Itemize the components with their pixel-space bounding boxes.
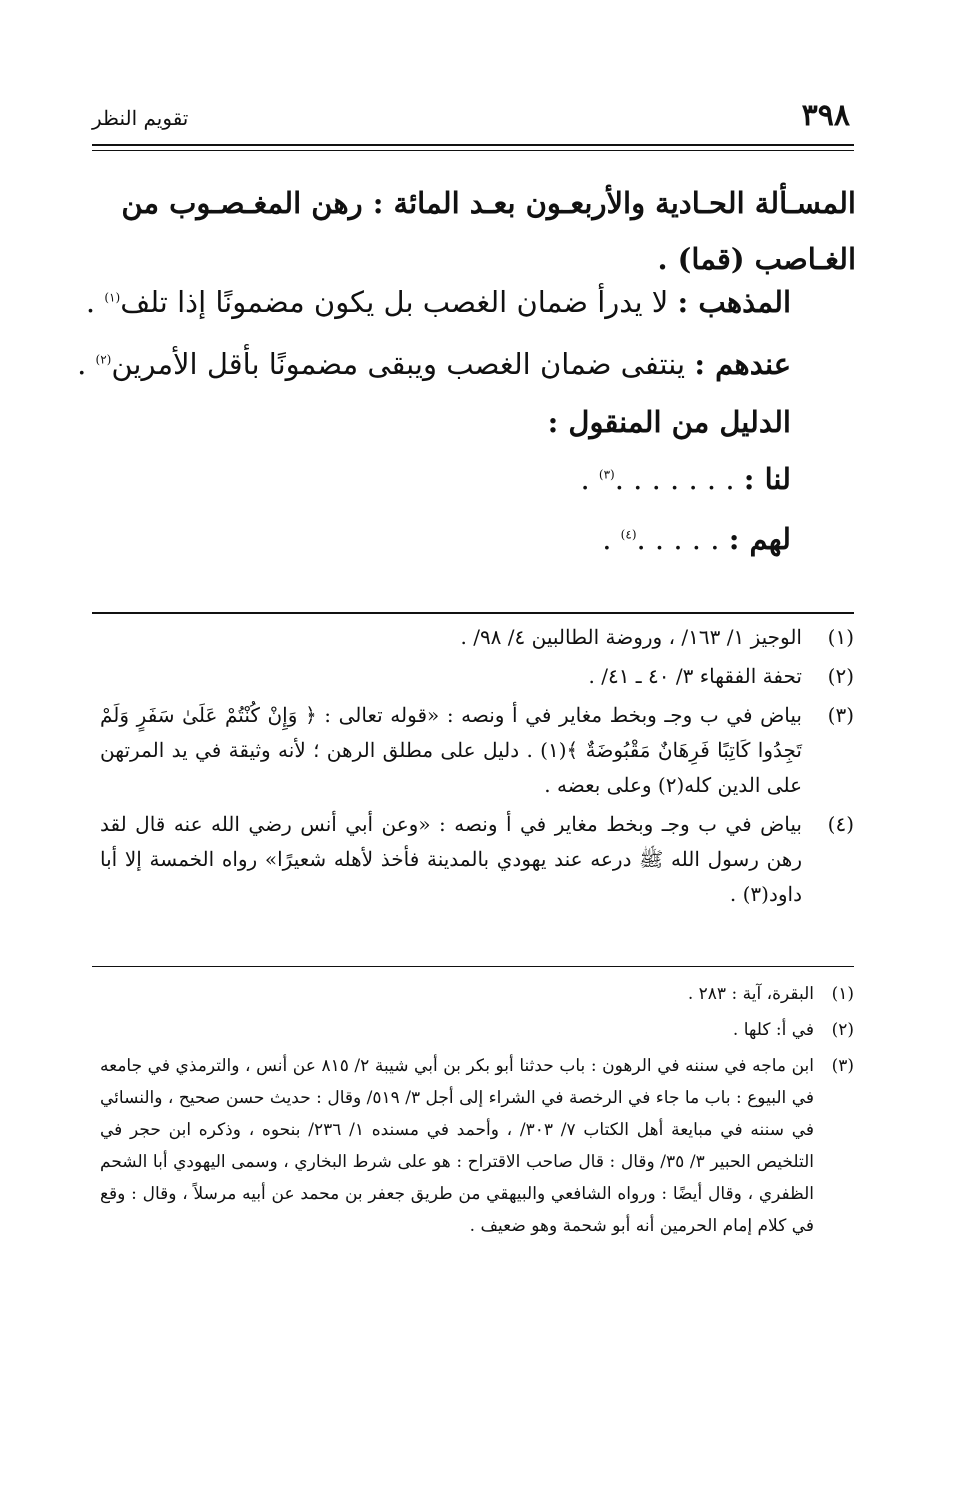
footnote — [100, 659, 854, 694]
lana-label: لنا : — [743, 462, 791, 496]
footnotes — [100, 620, 854, 916]
lana-line: لنا : . . . . . . .$^{(٣)}$ . — [580, 462, 791, 496]
evidence-heading: الدليل من المنقول : — [547, 405, 791, 439]
indahum-label: عندهم : — [694, 347, 791, 381]
footnote-separator — [92, 612, 854, 614]
subnote-number: (٣) — [831, 1056, 854, 1076]
subnote — [100, 1050, 854, 1242]
page-header — [92, 98, 850, 138]
madhhab-text: لا يدرأ ضمان الغصب بل يكون مضمونًا إذا تلف — [120, 285, 669, 319]
footnote-number: (٢) — [827, 664, 854, 688]
footnote — [100, 698, 854, 803]
madhhab-line: المذهب : لا يدرأ ضمان الغصب بل يكون مضمونًا إذا تلف$^{(١)}$ . — [85, 285, 791, 319]
footnote-text: الوجيز ١/ ١٦٣/ ، وروضة الطالبين ٤/ ٩٨/ . — [460, 625, 802, 649]
indahum-text: ينتفى ضمان الغصب ويبقى مضمونًا بأقل الأمرين — [111, 347, 686, 381]
section-title: المسـألة الحـادية والأربعـون بعـد المائة : رهن المغـصـوب من الغـاصب (قما) . — [121, 186, 856, 276]
footnote-text: بياض في ب وجـ وبخط مغاير في أ ونصه : «قوله تعالى : ﴿ وَإِنْ كُنْتُمْ عَلَىٰ سَفَرٍ وَلَمْ تَجِدُوا كَاتِبًا فَرِهَانٌ مَقْبُوضَةٌ ﴾(١) . دليل على مطلق الرهن ؛ لأنه وثيقة في يد المرتهن على الدين كله(٢) وعلى بعضه . — [100, 703, 802, 797]
indahum-line: عندهم : ينتفى ضمان الغصب ويبقى مضمونًا بأقل الأمرين$^{(٢)}$ . — [77, 347, 791, 381]
running-title: تقويم النظر — [92, 106, 189, 130]
lana-footnote-ref: (٣) — [598, 467, 615, 482]
header-rule-thin — [92, 150, 854, 151]
lahum-footnote-ref: (٤) — [620, 527, 637, 542]
subnote-text: ابن ماجه في سننه في الرهون : باب حدثنا أبو بكر بن أبي شيبة ٢/ ٨١٥ عن أنس ، والترمذي في جامعه في البيوع : باب ما جاء في الرخصة في الشراء إلى أجل ٣/ ٥١٩/ وقال : حديث حسن صحيح ، والنسائي في سننه في مبايعة أهل الكتاب ٧/ ٣٠٣/ ، وأحمد في مسنده ١/ ٢٣٦/ بنحوه ، وذكره ابن حجر في التلخيص الحبير ٣/ ٣٥/ وقال : قال صاحب الاقتراح : هو على شرط البخاري ، وسمى اليهودي أبا الشحم الظفري ، وقال أيضًا : ورواه الشافعي والبيهقي من طريق جعفر بن محمد عن أبيه مرسلاً ، وقال : وقع في كلام إمام الحرمين أنه أبو شحمة وهو ضعيف . — [100, 1056, 814, 1236]
subnote-text: البقرة، آية : ٢٨٣ . — [687, 984, 814, 1004]
lahum-line: لهم : . . . . .$^{(٤)}$ . — [602, 522, 791, 556]
footnote-text: بياض في ب وجـ وبخط مغاير في أ ونصه : «وعن أبي أنس رضي الله عنه قال لقد رهن رسول الله ﷺ درعه عند يهودي بالمدينة فأخذ لأهله شعيرًا» رواه الخمسة إلا أبا داود(٣) . — [100, 812, 802, 906]
footnote — [100, 807, 854, 912]
subnote — [100, 1014, 854, 1046]
footnote — [100, 620, 854, 655]
header-rule — [92, 144, 854, 146]
subnote — [100, 978, 854, 1010]
footnote-number: (١) — [827, 625, 854, 649]
lahum-dots: . . . . . — [636, 522, 720, 556]
page-number: ٣٩٨ — [801, 98, 850, 133]
subnote-separator — [92, 966, 854, 967]
madhhab-footnote-ref: (١) — [104, 290, 121, 305]
madhhab-label: المذهب : — [677, 285, 791, 319]
lahum-label: لهم : — [728, 522, 791, 556]
footnote-text: تحفة الفقهاء ٣/ ٤٠ ـ ٤١/ . — [588, 664, 802, 688]
subnote-number: (١) — [831, 984, 854, 1004]
indahum-footnote-ref: (٢) — [95, 352, 112, 367]
subnote-text: في أ: كلها . — [732, 1020, 814, 1040]
footnote-number: (٣) — [827, 703, 854, 727]
lana-dots: . . . . . . . — [614, 462, 735, 496]
subnote-number: (٢) — [831, 1020, 854, 1040]
footnote-number: (٤) — [827, 812, 854, 836]
subnotes — [100, 978, 854, 1246]
